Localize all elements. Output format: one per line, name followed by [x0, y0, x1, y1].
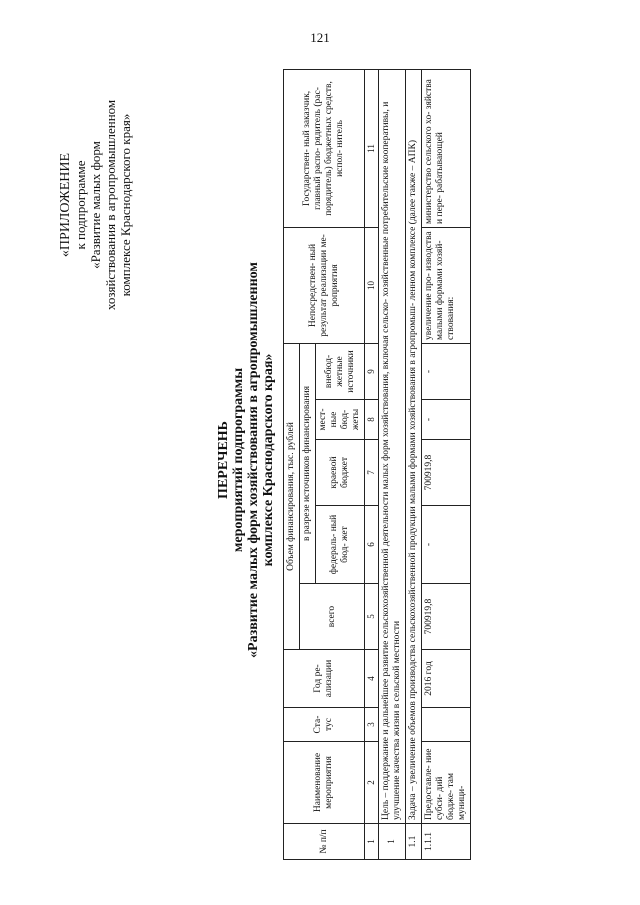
appendix-line: комплексе Краснодарского края» [118, 113, 133, 297]
goal-num: 1 [379, 824, 406, 860]
header-customer: Государствен- ный заказчик, главный распо- рядитель (рас- порядитель) бюджетных средств, испол- нитель [284, 69, 365, 227]
row-total: 700919,8 [422, 584, 471, 650]
header-result: Непосредствен- ный результат реализации ме- роприятия [284, 227, 365, 343]
header-extra: внебюд- жетные источники [316, 343, 365, 399]
row-regional: 700919,8 [422, 440, 471, 506]
header-federal: федераль- ный бюд- жет [316, 506, 365, 584]
col-num: 3 [365, 708, 379, 742]
header-local: мест- ные бюд- жеты [316, 400, 365, 440]
rotated-page-content [48, 70, 608, 890]
col-num: 2 [365, 742, 379, 824]
column-number-row [365, 69, 379, 859]
col-num: 6 [365, 506, 379, 584]
appendix-block [58, 75, 133, 335]
heading-subtitle: комплексе Краснодарского края» [261, 353, 276, 567]
header-name: Наименование мероприятия [284, 742, 365, 824]
col-num: 8 [365, 400, 379, 440]
row-local: - [422, 400, 471, 440]
col-num: 10 [365, 227, 379, 343]
col-num: 5 [365, 584, 379, 650]
row-status [422, 708, 471, 742]
heading-title: ПЕРЕЧЕНЬ [216, 421, 231, 499]
heading-subtitle: «Развитие малых форм хозяйствования в агропромышленном [246, 262, 261, 658]
row-num: 1.1.1 [422, 824, 471, 860]
task-num: 1.1 [406, 824, 422, 860]
header-volume: Объем финансирования, тыс. рублей [284, 343, 300, 649]
row-extra: - [422, 343, 471, 399]
row-customer: министерство сельского хо- зяйства и пере- рабатывающей [422, 69, 471, 227]
header-sources: в разрезе источников финансирования [300, 343, 316, 583]
task-row [406, 69, 422, 859]
col-num: 4 [365, 650, 379, 708]
header-status: Ста- тус [284, 708, 365, 742]
col-num: 11 [365, 69, 379, 227]
page-number: 121 [310, 30, 330, 45]
appendix-line: «Развитие малых форм [88, 141, 103, 269]
header-row [284, 69, 300, 859]
col-num: 9 [365, 343, 379, 399]
task-text: Задача – увеличение объемов производства сельскохозяйственной продукции малыми формами хозяйствования в агропромыш- ленном комплексе (далее также – АПК) [406, 69, 422, 823]
col-num: 7 [365, 440, 379, 506]
table-row [422, 69, 471, 859]
goal-row [379, 69, 406, 859]
document-heading [216, 200, 276, 720]
heading-subtitle: мероприятий подпрограммы [231, 367, 246, 553]
appendix-line: к подпрограмме [73, 160, 88, 250]
row-name: Предоставле- ние субси- дий бюдже- там муници- [422, 742, 471, 824]
header-year: Год ре- ализации [284, 650, 365, 708]
header-total: всего [300, 584, 365, 650]
goal-text: Цель – поддержание и дальнейшее развитие сельскохозяйственной деятельности малых форм хозяйствования, включая сельско- хозяйственные потребительские кооперативы, и улучшение качества жизни в сельской местности [379, 69, 406, 823]
row-year: 2016 год [422, 650, 471, 708]
measures-table [283, 69, 471, 860]
row-result: увеличение про- изводства малыми формами хозяй- ствования: [422, 227, 471, 343]
col-num: 1 [365, 824, 379, 860]
row-federal: - [422, 506, 471, 584]
header-regional: краевой бюджет [316, 440, 365, 506]
appendix-line: хозяйствования в агропромышленном [103, 99, 118, 311]
header-num: № п/п [284, 824, 365, 860]
appendix-title: «ПРИЛОЖЕНИЕ [58, 152, 73, 258]
